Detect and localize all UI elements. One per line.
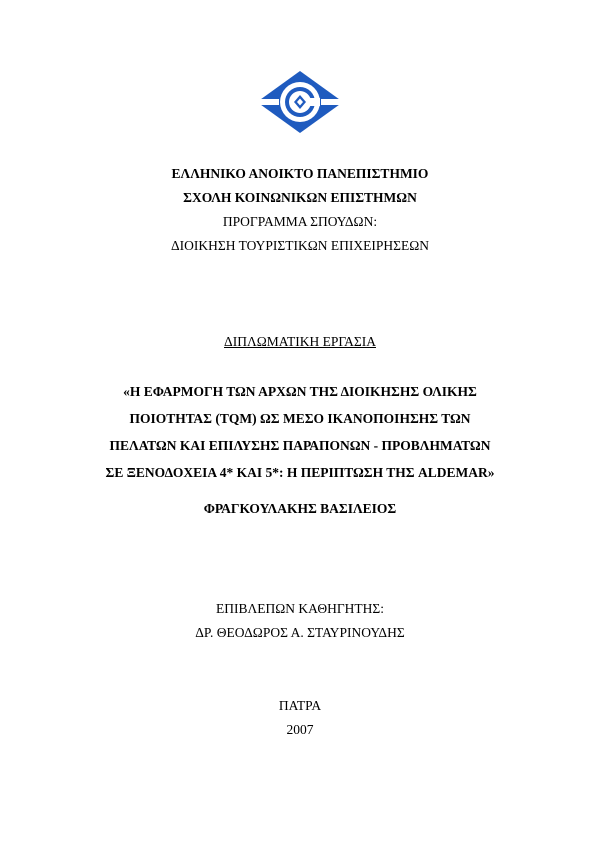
location: ΠΑΤΡΑ	[278, 698, 322, 713]
supervisor-label: ΕΠΙΒΛΕΠΩΝ ΚΑΘΗΓΗΤΗΣ:	[215, 601, 385, 616]
thesis-title-line: «Η ΕΦΑΡΜΟΓΗ ΤΩΝ ΑΡΧΩΝ ΤΗΣ ΔΙΟΙΚΗΣΗΣ ΟΛΙΚΗΣ	[123, 384, 477, 399]
year: 2007	[286, 722, 314, 737]
author-name: ΦΡΑΓΚΟΥΛΑΚΗΣ ΒΑΣΙΛΕΙΟΣ	[203, 501, 397, 516]
thesis-title-line: ΠΟΙΟΤΗΤΑΣ (TQM) ΩΣ ΜΕΣΟ ΙΚΑΝΟΠΟΙΗΣΗΣ ΤΩΝ	[129, 411, 471, 426]
program-label: ΠΡΟΓΡΑΜΜΑ ΣΠΟΥΔΩΝ:	[222, 214, 378, 229]
university-logo-icon	[256, 70, 344, 134]
thesis-title-line: ΣΕ ΞΕΝΟΔΟΧΕΙΑ 4* ΚΑΙ 5*: Η ΠΕΡΙΠΤΩΣΗ ΤΗΣ ALDEMAR»	[105, 465, 495, 480]
document-type: ΔΙΠΛΩΜΑΤΙΚΗ ΕΡΓΑΣΙΑ	[224, 334, 376, 349]
supervisor-name: ΔΡ. ΘΕΟΔΩΡΟΣ Α. ΣΤΑΥΡΙΝΟΥΔΗΣ	[195, 625, 405, 640]
thesis-title-line: ΠΕΛΑΤΩΝ ΚΑΙ ΕΠΙΛΥΣΗΣ ΠΑΡΑΠΟΝΩΝ - ΠΡΟΒΛΗΜΑΤΩΝ	[109, 438, 491, 453]
program-name: ΔΙΟΙΚΗΣΗ ΤΟΥΡΙΣΤΙΚΩΝ ΕΠΙΧΕΙΡΗΣΕΩΝ	[170, 238, 430, 253]
school-name: ΣΧΟΛΗ ΚΟΙΝΩΝΙΚΩΝ ΕΠΙΣΤΗΜΩΝ	[183, 190, 417, 205]
university-name: ΕΛΛΗΝΙΚΟ ΑΝΟΙΚΤΟ ΠΑΝΕΠΙΣΤΗΜΙΟ	[171, 166, 429, 181]
thesis-title	[0, 378, 600, 486]
